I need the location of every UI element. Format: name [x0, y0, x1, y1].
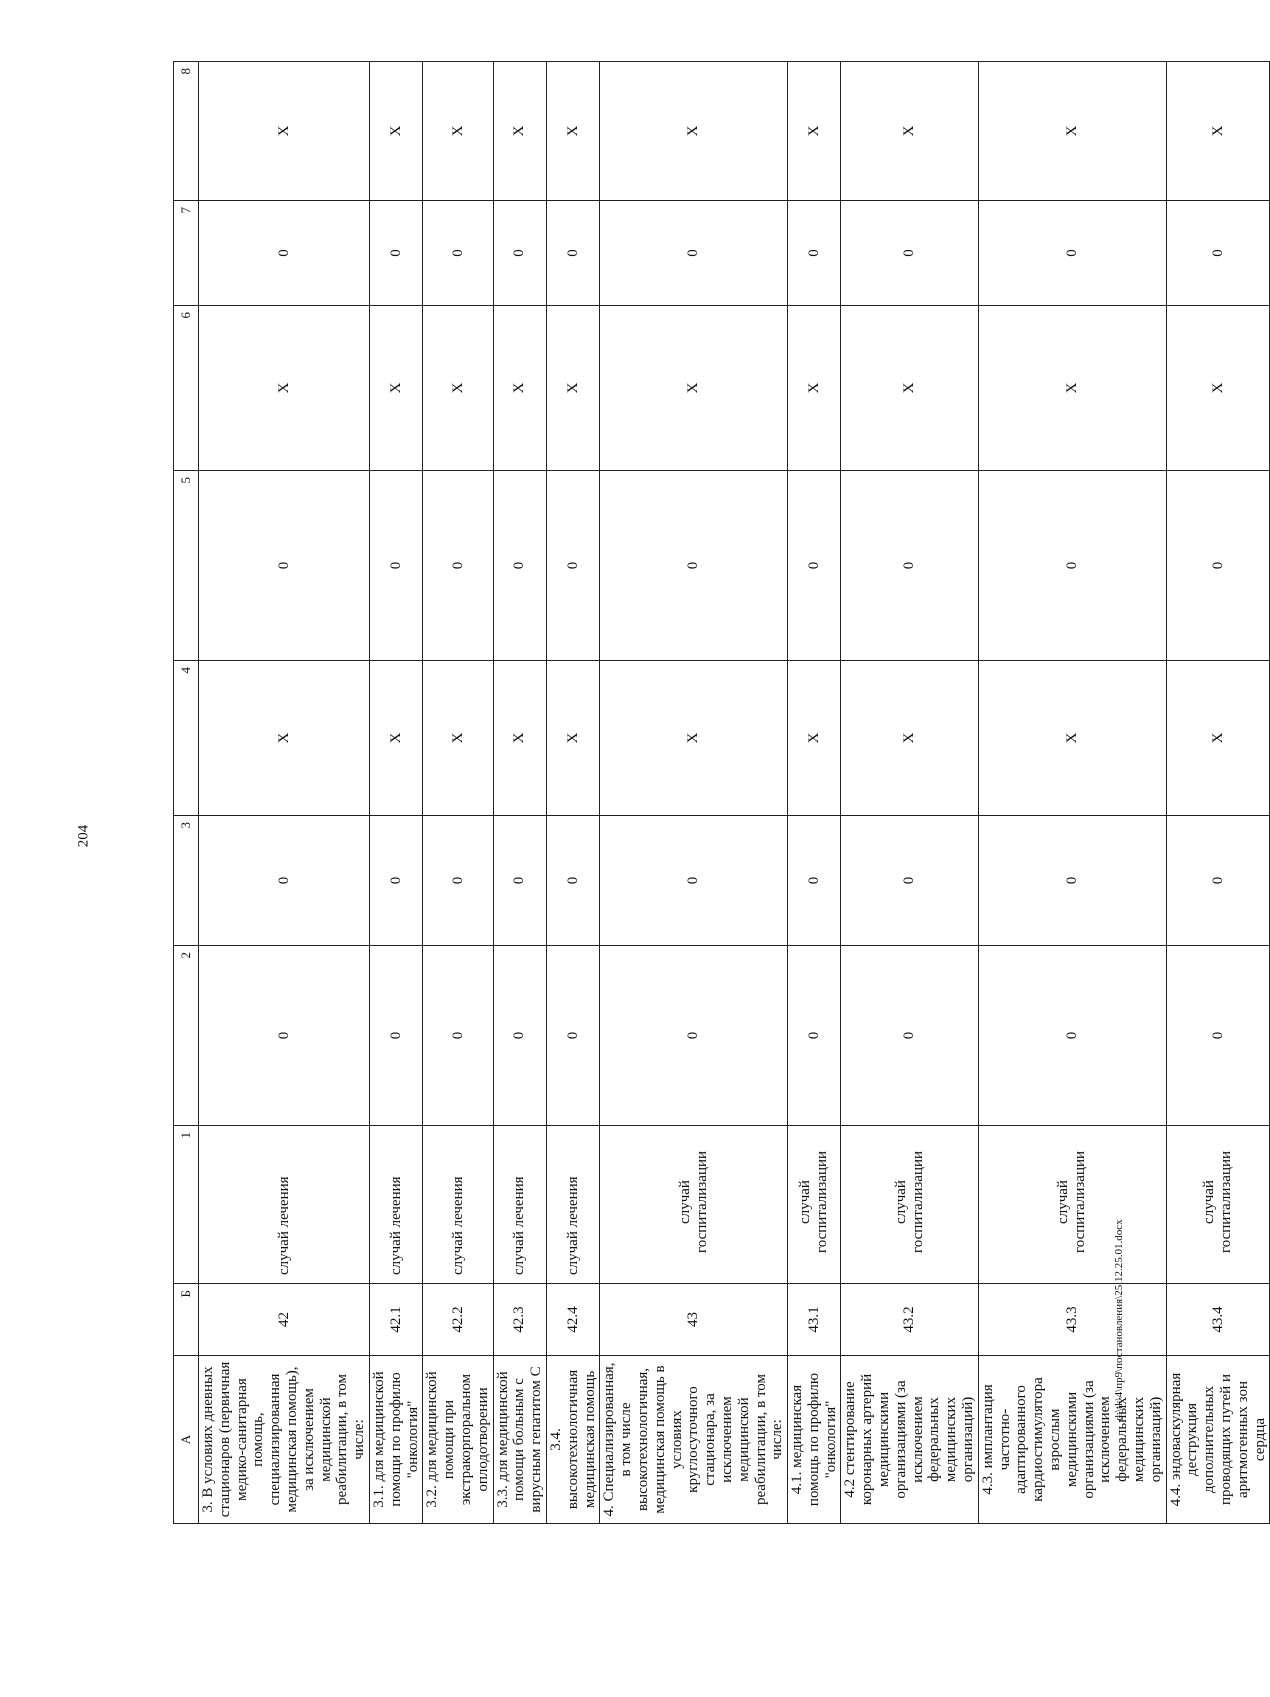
- row-value-cell: 0: [199, 946, 370, 1126]
- row-name-cell: 3. В условиях дневных стационаров (первичная медико-санитарная помощь, специализированная медицинская помощь), за исключением медицинской реабилитации, в том числе:: [199, 1356, 370, 1524]
- row-value-cell: 0: [1166, 201, 1270, 306]
- row-value-cell: Х: [1166, 661, 1270, 816]
- header-row: [174, 62, 199, 1524]
- header-cell-4: 4: [174, 661, 199, 816]
- row-code-cell: 43.4: [1166, 1284, 1270, 1356]
- row-value-cell: 0: [1166, 471, 1270, 661]
- row-value-cell: 0: [423, 946, 493, 1126]
- row-value-cell: Х: [546, 62, 599, 201]
- row-name-cell: 4.2 стентирование коронарных артерий медицинскими организациями (за исключением федеральных медицинских организаций): [841, 1356, 978, 1524]
- data-table: [173, 61, 1270, 1524]
- table-row: [369, 62, 422, 1524]
- header-cell-1: 1: [174, 1126, 199, 1284]
- row-name-cell: 3.4. высокотехнологичная медицинская помощь: [546, 1356, 599, 1524]
- row-value-cell: Х: [423, 661, 493, 816]
- row-name-cell: 4.3. имплантация частотно-адаптированного кардиостимулятора взрослым медицинскими организациями (за исключением федеральных медицинских организаций): [978, 1356, 1166, 1524]
- row-value-cell: 0: [546, 201, 599, 306]
- row-unit-cell: случай лечения: [199, 1126, 370, 1284]
- table-row: [423, 62, 493, 1524]
- table-row: [493, 62, 546, 1524]
- row-code-cell: 43.2: [841, 1284, 978, 1356]
- row-value-cell: 0: [788, 201, 841, 306]
- row-value-cell: 0: [493, 816, 546, 946]
- row-code-cell: 42: [199, 1284, 370, 1356]
- row-value-cell: 0: [369, 816, 422, 946]
- table-row: [1166, 62, 1270, 1524]
- row-name-cell: 3.1. для медицинской помощи по профилю "онкология": [369, 1356, 422, 1524]
- header-cell-a: А: [174, 1356, 199, 1524]
- row-value-cell: Х: [600, 62, 788, 201]
- row-unit-cell: случай лечения: [369, 1126, 422, 1284]
- row-value-cell: Х: [978, 306, 1166, 471]
- row-value-cell: 0: [978, 201, 1166, 306]
- row-unit-cell: случай госпитализации: [978, 1126, 1166, 1284]
- row-value-cell: 0: [369, 946, 422, 1126]
- row-unit-cell: случай лечения: [546, 1126, 599, 1284]
- row-code-cell: 43: [600, 1284, 788, 1356]
- row-code-cell: 42.2: [423, 1284, 493, 1356]
- header-cell-2: 2: [174, 946, 199, 1126]
- row-value-cell: 0: [841, 471, 978, 661]
- row-value-cell: 0: [600, 471, 788, 661]
- row-value-cell: Х: [199, 661, 370, 816]
- row-value-cell: Х: [546, 661, 599, 816]
- row-value-cell: Х: [600, 661, 788, 816]
- table-row: [199, 62, 370, 1524]
- row-value-cell: 0: [788, 816, 841, 946]
- row-unit-cell: случай госпитализации: [600, 1126, 788, 1284]
- row-value-cell: 0: [423, 471, 493, 661]
- row-value-cell: Х: [788, 306, 841, 471]
- header-cell-3: 3: [174, 816, 199, 946]
- header-cell-5: 5: [174, 471, 199, 661]
- row-value-cell: Х: [841, 306, 978, 471]
- row-name-cell: 4. Специализированная, в том числе высокотехнологичная, медицинская помощь в условиях круглосуточного стационара, за исключением медицинской реабилитации, в том числе:: [600, 1356, 788, 1524]
- row-code-cell: 42.1: [369, 1284, 422, 1356]
- row-value-cell: 0: [600, 946, 788, 1126]
- row-value-cell: Х: [978, 62, 1166, 201]
- table-row: [788, 62, 841, 1524]
- row-value-cell: Х: [493, 306, 546, 471]
- row-value-cell: 0: [841, 816, 978, 946]
- row-unit-cell: случай госпитализации: [841, 1126, 978, 1284]
- row-value-cell: 0: [369, 201, 422, 306]
- row-value-cell: 0: [199, 471, 370, 661]
- table-row: [546, 62, 599, 1524]
- row-value-cell: Х: [1166, 306, 1270, 471]
- table-row: [841, 62, 978, 1524]
- row-unit-cell: случай лечения: [493, 1126, 546, 1284]
- row-value-cell: Х: [423, 62, 493, 201]
- row-value-cell: Х: [841, 62, 978, 201]
- row-value-cell: Х: [788, 661, 841, 816]
- row-name-cell: 3.2. для медицинской помощи при экстракорпоральном оплодотворении: [423, 1356, 493, 1524]
- row-value-cell: Х: [841, 661, 978, 816]
- row-value-cell: Х: [493, 661, 546, 816]
- row-unit-cell: случай госпитализации: [788, 1126, 841, 1284]
- row-value-cell: 0: [493, 946, 546, 1126]
- row-value-cell: Х: [1166, 62, 1270, 201]
- row-value-cell: 0: [423, 201, 493, 306]
- row-value-cell: 0: [978, 471, 1166, 661]
- document-file-path: d:\tk\4\пр9\постановления\25.12.25.01.docx: [1113, 1219, 1125, 1421]
- row-value-cell: 0: [199, 201, 370, 306]
- row-name-cell: 3.3. для медицинской помощи больным с вирусным гепатитом С: [493, 1356, 546, 1524]
- row-value-cell: 0: [423, 816, 493, 946]
- row-value-cell: 0: [1166, 946, 1270, 1126]
- row-value-cell: 0: [546, 946, 599, 1126]
- row-unit-cell: случай госпитализации: [1166, 1126, 1270, 1284]
- row-value-cell: Х: [546, 306, 599, 471]
- row-value-cell: Х: [788, 62, 841, 201]
- row-code-cell: 43.3: [978, 1284, 1166, 1356]
- row-value-cell: 0: [788, 946, 841, 1126]
- row-value-cell: Х: [369, 62, 422, 201]
- row-value-cell: 0: [788, 471, 841, 661]
- table-row: [600, 62, 788, 1524]
- row-value-cell: Х: [199, 62, 370, 201]
- row-value-cell: 0: [600, 816, 788, 946]
- row-value-cell: 0: [199, 816, 370, 946]
- row-value-cell: Х: [369, 306, 422, 471]
- row-name-cell: 4.1. медицинская помощь по профилю "онкология": [788, 1356, 841, 1524]
- row-value-cell: 0: [841, 201, 978, 306]
- row-unit-cell: случай лечения: [423, 1126, 493, 1284]
- page-number: 204: [75, 824, 92, 848]
- row-code-cell: 43.1: [788, 1284, 841, 1356]
- row-value-cell: Х: [493, 62, 546, 201]
- row-value-cell: 0: [369, 471, 422, 661]
- header-cell-b: Б: [174, 1284, 199, 1356]
- header-cell-7: 7: [174, 201, 199, 306]
- row-value-cell: 0: [546, 471, 599, 661]
- row-code-cell: 42.4: [546, 1284, 599, 1356]
- row-value-cell: Х: [199, 306, 370, 471]
- row-value-cell: 0: [978, 816, 1166, 946]
- row-value-cell: 0: [1166, 816, 1270, 946]
- row-value-cell: 0: [493, 201, 546, 306]
- row-value-cell: 0: [978, 946, 1166, 1126]
- row-value-cell: Х: [369, 661, 422, 816]
- table-row: [978, 62, 1166, 1524]
- row-value-cell: Х: [600, 306, 788, 471]
- row-value-cell: 0: [600, 201, 788, 306]
- row-value-cell: 0: [841, 946, 978, 1126]
- row-value-cell: Х: [978, 661, 1166, 816]
- row-code-cell: 42.3: [493, 1284, 546, 1356]
- row-name-cell: 4.4. эндоваскулярная деструкция дополнительных проводящих путей и аритмогенных зон сердца: [1166, 1356, 1270, 1524]
- row-value-cell: 0: [493, 471, 546, 661]
- row-value-cell: 0: [546, 816, 599, 946]
- header-cell-6: 6: [174, 306, 199, 471]
- row-value-cell: Х: [423, 306, 493, 471]
- header-cell-8: 8: [174, 62, 199, 201]
